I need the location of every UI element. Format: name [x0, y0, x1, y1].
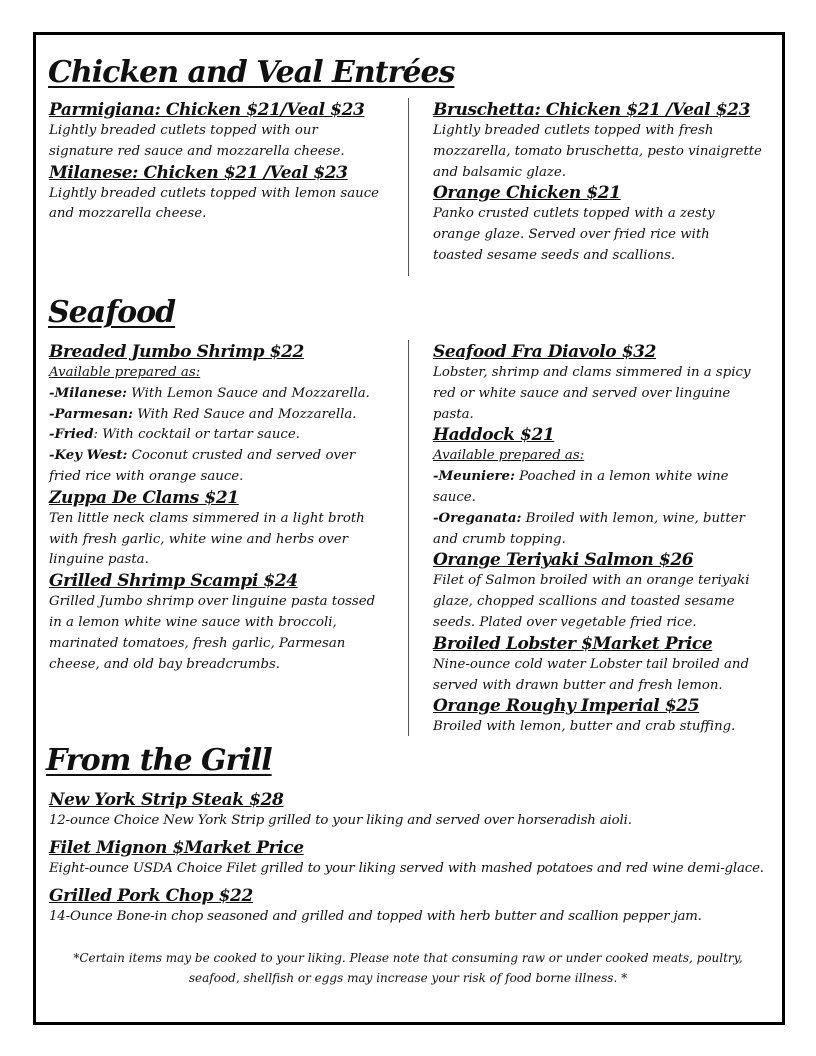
- prep-option-text: : With cocktail or tartar sauce.: [93, 427, 300, 443]
- column-divider: [408, 340, 409, 736]
- grill-column: [49, 790, 769, 927]
- prep-option-label: -Key West:: [49, 448, 128, 464]
- menu-item-name: Grilled Shrimp Scampi $24: [49, 571, 298, 592]
- prep-option-text: Coconut crusted and served over fried rice with orange sauce.: [49, 448, 356, 484]
- prep-option: [49, 384, 384, 405]
- prep-option-text: Poached in a lemon white wine sauce.: [433, 469, 729, 505]
- chicken-veal-left-column: [49, 100, 384, 225]
- menu-item-description: Eight-ounce USDA Choice Filet grilled to your liking served with mashed potatoes and red wine demi-glace.: [49, 860, 764, 876]
- prep-option: [433, 467, 763, 509]
- menu-item-name: Zuppa De Clams $21: [49, 487, 239, 508]
- menu-item-description: Lobster, shrimp and clams simmered in a spicy red or white sauce and served over linguine pasta.: [433, 365, 751, 422]
- menu-item-name: Milanese: Chicken $21 /Veal $23: [49, 162, 348, 183]
- section-title-seafood: Seafood: [48, 295, 176, 330]
- section-title-chicken-veal: Chicken and Veal Entrées: [48, 55, 455, 90]
- menu-item-description: Lightly breaded cutlets topped with our signature red sauce and mozzarella cheese.: [49, 123, 345, 159]
- prep-option-text: With Red Sauce and Mozzarella.: [133, 406, 357, 422]
- prep-option: [49, 446, 384, 488]
- prep-option-label: -Parmesan:: [49, 406, 133, 422]
- prep-option: [49, 405, 384, 426]
- menu-item-name: Seafood Fra Diavolo $32: [433, 342, 656, 362]
- menu-item-name: Orange Chicken $21: [433, 183, 621, 204]
- prep-option: [433, 509, 763, 551]
- menu-item-name: Filet Mignon $Market Price: [49, 837, 304, 858]
- prep-option-label: -Fried: [49, 427, 94, 443]
- prep-option-text: With Lemon Sauce and Mozzarella.: [126, 385, 370, 401]
- disclaimer: *Certain items may be cooked to your liking. Please note that consuming raw or under cooked meats, poultry, seafood, shellfish or eggs may increase your risk of food borne illness. *: [73, 951, 743, 985]
- menu-item-name: Bruschetta: Chicken $21 /Veal $23: [433, 100, 751, 120]
- column-divider: [408, 98, 409, 276]
- menu-item-description: 14-Ounce Bone-in chop seasoned and grilled and topped with herb butter and scallion pepper jam.: [49, 908, 702, 924]
- prep-option-text: Broiled with lemon, wine, butter and crumb topping.: [433, 510, 745, 547]
- chicken-veal-right-column: [433, 100, 763, 267]
- menu-item-name: New York Strip Steak $28: [49, 790, 284, 810]
- menu-item-name: Haddock $21: [433, 425, 555, 446]
- prep-option: [49, 425, 384, 446]
- menu-item-name: Orange Teriyaki Salmon $26: [433, 550, 694, 571]
- section-title-grill: From the Grill: [46, 743, 272, 778]
- menu-item-name: Orange Roughy Imperial $25: [433, 696, 700, 717]
- menu-item-description: Broiled with lemon, butter and crab stuffing.: [433, 719, 736, 735]
- menu-item-description: Filet of Salmon broiled with an orange teriyaki glaze, chopped scallions and toasted sesame seeds. Plated over vegetable fried rice.: [433, 573, 750, 630]
- seafood-right-column: [433, 342, 763, 738]
- menu-item-description: 12-ounce Choice New York Strip grilled to your liking and served over horseradish aioli.: [49, 813, 632, 828]
- menu-item-name: Breaded Jumbo Shrimp $22: [49, 342, 304, 362]
- menu-item-description: Lightly breaded cutlets topped with fresh mozzarella, tomato bruschetta, pesto vinaigrette and balsamic glaze.: [433, 123, 762, 180]
- seafood-left-column: [49, 342, 384, 675]
- menu-item-description: Grilled Jumbo shrimp over linguine pasta tossed in a lemon white wine sauce with broccoli, marinated tomatoes, fresh garlic, Parmesan cheese, and old bay breadcrumbs.: [49, 594, 376, 672]
- menu-item-description: Panko crusted cutlets topped with a zesty orange glaze. Served over fried rice with toasted sesame seeds and scallions.: [433, 206, 715, 263]
- menu-item-description: Nine-ounce cold water Lobster tail broiled and served with drawn butter and fresh lemon.: [433, 656, 749, 693]
- prep-note: Available prepared as:: [433, 448, 585, 464]
- prep-option-label: -Meuniere:: [433, 469, 515, 485]
- menu-item-name: Grilled Pork Chop $22: [49, 885, 253, 906]
- menu-item-description: Ten little neck clams simmered in a light broth with fresh garlic, white wine and herbs over linguine pasta.: [49, 510, 365, 568]
- prep-note: Available prepared as:: [49, 365, 201, 380]
- prep-option-label: -Milanese:: [49, 385, 127, 401]
- menu-item-name: Parmigiana: Chicken $21/Veal $23: [49, 100, 365, 120]
- menu-item-description: Lightly breaded cutlets topped with lemon sauce and mozzarella cheese.: [49, 185, 380, 222]
- prep-option-label: -Oreganata:: [433, 510, 522, 526]
- menu-item-name: Broiled Lobster $Market Price: [433, 633, 713, 654]
